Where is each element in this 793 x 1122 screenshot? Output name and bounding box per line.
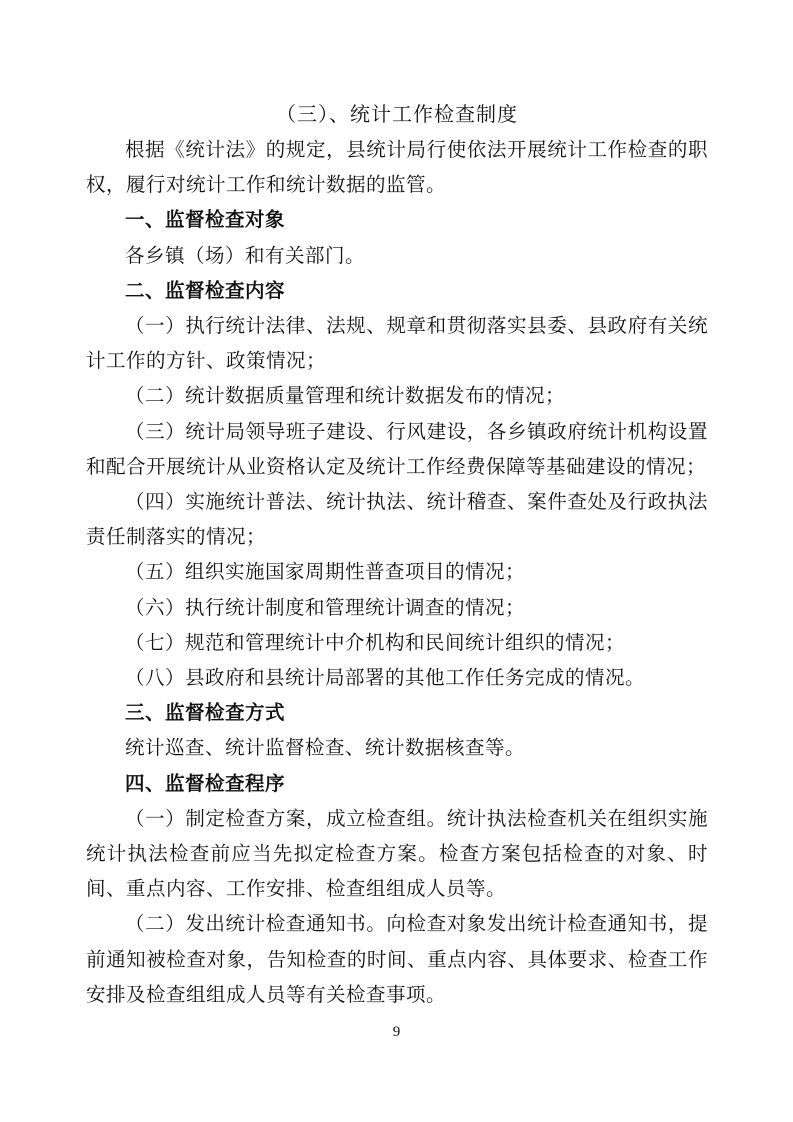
content-item-4: （四）实施统计普法、统计执法、统计稽查、案件查处及行政执法责任制落实的情况； <box>86 490 708 549</box>
content-item-7: （七）规范和管理统计中介机构和民间统计组织的情况； <box>125 630 626 654</box>
paragraph-supervision-objects: 各乡镇（场）和有关部门。 <box>125 243 366 267</box>
content-item-1: （一）执行统计法律、法规、规章和贯彻落实县委、县政府有关统计工作的方针、政策情况； <box>86 314 708 373</box>
content-item-5: （五）组织实施国家周期性普查项目的情况； <box>125 560 526 584</box>
heading-supervision-procedure: 四、监督检查程序 <box>125 771 286 795</box>
section-title: （三）、统计工作检查制度 <box>276 102 518 126</box>
heading-supervision-objects: 一、监督检查对象 <box>125 208 286 232</box>
procedure-item-2: （二）发出统计检查通知书。向检查对象发出统计检查通知书，提前通知被检查对象，告知检查的时间、重点内容、具体要求、检查工作安排及检查组组成人员等有关检查事项。 <box>86 912 708 1006</box>
content-item-2: （二）统计数据质量管理和统计数据发布的情况； <box>125 384 566 408</box>
content-item-3: （三）统计局领导班子建设、行风建设，各乡镇政府统计机构设置和配合开展统计从业资格认定及统计工作经费保障等基础建设的情况； <box>86 419 708 478</box>
heading-supervision-content: 二、监督检查内容 <box>125 278 286 302</box>
page-number: 9 <box>392 1024 401 1040</box>
heading-supervision-methods: 三、监督检查方式 <box>125 701 286 725</box>
document-body <box>86 97 708 1012</box>
paragraph-supervision-methods: 统计巡查、统计监督检查、统计数据核查等。 <box>125 736 526 760</box>
content-item-6: （六）执行统计制度和管理统计调查的情况； <box>125 595 526 619</box>
intro-paragraph: 根据《统计法》的规定，县统计局行使依法开展统计工作检查的职权，履行对统计工作和统计数据的监管。 <box>86 138 708 197</box>
content-item-8: （八）县政府和县统计局部署的其他工作任务完成的情况。 <box>125 666 646 690</box>
procedure-item-1: （一）制定检查方案，成立检查组。统计执法检查机关在组织实施统计执法检查前应当先拟定检查方案。检查方案包括检查的对象、时间、重点内容、工作安排、检查组组成人员等。 <box>86 806 708 901</box>
